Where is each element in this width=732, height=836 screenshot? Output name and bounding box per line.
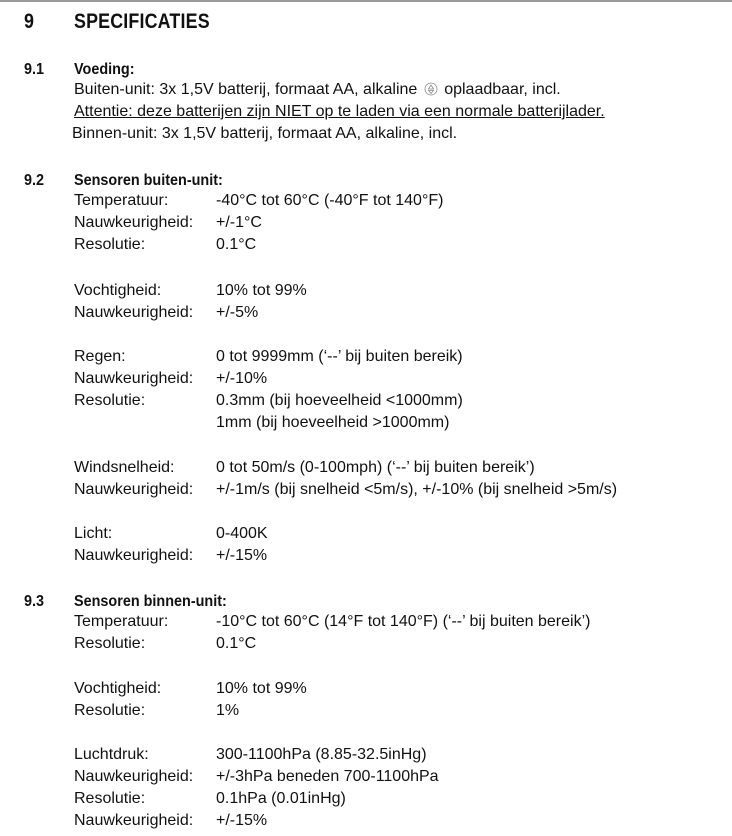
indoor-humidity-label: Vochtigheid: bbox=[74, 680, 162, 697]
wind-speed-label: Windsnelheid: bbox=[74, 459, 175, 476]
pressure-value: 300-1100hPa (8.85-32.5inHg) bbox=[216, 746, 427, 763]
rain-resolution-value-2: 1mm (bij hoeveelheid >1000mm) bbox=[216, 414, 450, 431]
indoor-humidity-resolution-value: 1% bbox=[216, 702, 240, 719]
recycle-icon bbox=[424, 82, 438, 96]
section-number-9-2: 9.2 bbox=[24, 172, 45, 189]
outdoor-humidity-accuracy-label: Nauwkeurigheid: bbox=[74, 304, 194, 321]
rain-accuracy-value: +/-10% bbox=[216, 370, 268, 387]
top-rule bbox=[0, 0, 732, 2]
rain-value: 0 tot 9999mm (‘--’ bij buiten bereik) bbox=[216, 348, 463, 365]
rain-label: Regen: bbox=[74, 348, 126, 365]
indoor-temp-resolution-value: 0.1°C bbox=[216, 635, 257, 652]
rechargeable-text: oplaadbaar, incl. bbox=[444, 81, 561, 98]
section-title-outdoor-sensors: Sensoren buiten-unit: bbox=[74, 172, 223, 189]
pressure-resolution-value: 0.1hPa (0.01inHg) bbox=[216, 790, 346, 807]
outdoor-temp-accuracy-value: +/-1°C bbox=[216, 214, 262, 231]
outdoor-humidity-label: Vochtigheid: bbox=[74, 282, 162, 299]
outdoor-temp-label: Temperatuur: bbox=[74, 192, 169, 209]
outdoor-temp-resolution-label: Resolutie: bbox=[74, 236, 146, 253]
light-label: Licht: bbox=[74, 525, 113, 542]
chapter-title: SPECIFICATIES bbox=[74, 10, 210, 33]
pressure-accuracy-2-label: Nauwkeurigheid: bbox=[74, 812, 194, 829]
wind-speed-value: 0 tot 50m/s (0-100mph) (‘--’ bij buiten bereik’) bbox=[216, 459, 535, 476]
light-accuracy-value: +/-15% bbox=[216, 547, 268, 564]
rain-accuracy-label: Nauwkeurigheid: bbox=[74, 370, 194, 387]
outdoor-unit-battery-line bbox=[74, 80, 561, 100]
section-title-voeding: Voeding: bbox=[74, 61, 135, 78]
indoor-humidity-resolution-label: Resolutie: bbox=[74, 702, 146, 719]
outdoor-humidity-value: 10% tot 99% bbox=[216, 282, 307, 299]
wind-accuracy-value: +/-1m/s (bij snelheid <5m/s), +/-10% (bij snelheid >5m/s) bbox=[216, 481, 618, 498]
indoor-temp-value: -10°C tot 60°C (14°F tot 140°F) (‘--’ bij buiten bereik’) bbox=[216, 613, 591, 630]
outdoor-humidity-accuracy-value: +/-5% bbox=[216, 304, 259, 321]
rain-resolution-value-1: 0.3mm (bij hoeveelheid <1000mm) bbox=[216, 392, 463, 409]
indoor-humidity-value: 10% tot 99% bbox=[216, 680, 307, 697]
attention-note: Attentie: deze batterijen zijn NIET op te laden via een normale batterijlader. bbox=[74, 103, 605, 120]
light-value: 0-400K bbox=[216, 525, 268, 542]
outdoor-temp-value: -40°C tot 60°C (-40°F tot 140°F) bbox=[216, 192, 444, 209]
rain-resolution-label: Resolutie: bbox=[74, 392, 146, 409]
light-accuracy-label: Nauwkeurigheid: bbox=[74, 547, 194, 564]
section-number-9-1: 9.1 bbox=[24, 61, 45, 78]
pressure-accuracy-value: +/-3hPa beneden 700-1100hPa bbox=[216, 768, 439, 785]
outdoor-temp-accuracy-label: Nauwkeurigheid: bbox=[74, 214, 194, 231]
chapter-number: 9 bbox=[24, 10, 34, 33]
outdoor-temp-resolution-value: 0.1°C bbox=[216, 236, 257, 253]
indoor-unit-battery-line: Binnen-unit: 3x 1,5V batterij, formaat AA, alkaline, incl. bbox=[72, 125, 458, 142]
section-title-indoor-sensors: Sensoren binnen-unit: bbox=[74, 593, 227, 610]
indoor-temp-label: Temperatuur: bbox=[74, 613, 169, 630]
pressure-accuracy-label: Nauwkeurigheid: bbox=[74, 768, 194, 785]
pressure-label: Luchtdruk: bbox=[74, 746, 149, 763]
pressure-accuracy-2-value: +/-15% bbox=[216, 812, 268, 829]
outdoor-battery-text: Buiten-unit: 3x 1,5V batterij, formaat AA, alkaline bbox=[74, 81, 418, 98]
wind-accuracy-label: Nauwkeurigheid: bbox=[74, 481, 194, 498]
pressure-resolution-label: Resolutie: bbox=[74, 790, 146, 807]
indoor-temp-resolution-label: Resolutie: bbox=[74, 635, 146, 652]
section-number-9-3: 9.3 bbox=[24, 593, 45, 610]
